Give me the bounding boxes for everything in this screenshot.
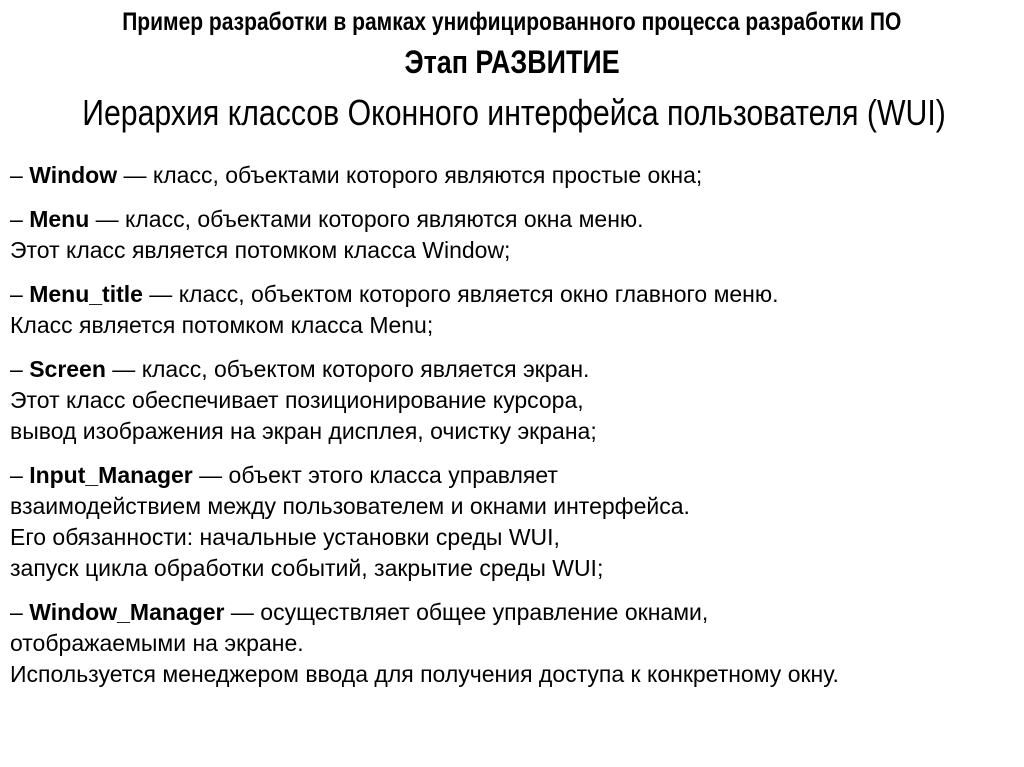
item-text: отображаемыми на экране. [10,630,304,656]
slide-header [0,8,1024,37]
item-text: Этот класс является потомком класса Window; [10,237,511,263]
class-item-window_manager [10,597,839,690]
class-item-input_manager [10,460,839,584]
class-item-menu [10,204,839,266]
slide-title [0,92,1024,134]
item-text: осуществляет общее управление окнами, [260,599,709,625]
item-line: – Window_Manager — осуществляет общее управление окнами, [10,599,709,625]
item-text: взаимодействием между пользователем и окнами интерфейса. [10,493,690,519]
item-line [10,235,839,266]
item-text: класс, объектом которого является экран. [141,356,590,382]
item-text: Его обязанности: начальные установки среды WUI, [10,524,560,550]
class-name: Input_Manager [29,462,193,488]
item-line: – Menu — класс, объектами которого являются окна меню. [10,206,644,232]
item-line: – Screen — класс, объектом которого является экран. [10,356,590,382]
class-list [10,160,839,703]
item-line [10,491,839,522]
item-text: Используется менеджером ввода для получения доступа к конкретному окну. [10,661,839,687]
item-text: объект этого класса управляет [228,462,558,488]
class-name: Screen [29,356,106,382]
header-text: Пример разработки в рамках унифицированного процесса разработки ПО [122,8,902,36]
class-name: Menu [29,206,90,232]
title-text: Иерархия классов Оконного интерфейса пользователя (WUI) [82,92,946,133]
item-line: – Menu_title — класс, объектом которого является окно главного меню. [10,281,779,307]
class-item-window [10,160,839,191]
item-text: класс, объектами которого являются окна меню. [125,206,644,232]
class-item-screen [10,354,839,447]
stage-text: Этап РАЗВИТИЕ [404,44,620,80]
item-text: запуск цикла обработки событий, закрытие среды WUI; [10,555,604,581]
item-line [10,385,839,416]
item-text: Класс является потомком класса Menu; [10,312,434,338]
item-text: класс, объектами которого являются простые окна; [152,162,703,188]
item-text: Этот класс обеспечивает позиционирование курсора, [10,387,584,413]
item-text: класс, объектом которого является окно главного меню. [178,281,779,307]
item-line [10,628,839,659]
item-text: вывод изображения на экран дисплея, очистку экрана; [10,418,597,444]
class-name: Menu_title [29,281,143,307]
item-line [10,416,839,447]
class-name: Window [29,162,118,188]
item-line: – Input_Manager — объект этого класса управляет [10,462,558,488]
item-line [10,659,839,690]
stage-title [0,44,1024,81]
item-line [10,522,839,553]
class-item-menu_title [10,279,839,341]
class-name: Window_Manager [29,599,225,625]
item-line: – Window — класс, объектами которого являются простые окна; [10,162,703,188]
item-line [10,553,839,584]
item-line [10,310,839,341]
